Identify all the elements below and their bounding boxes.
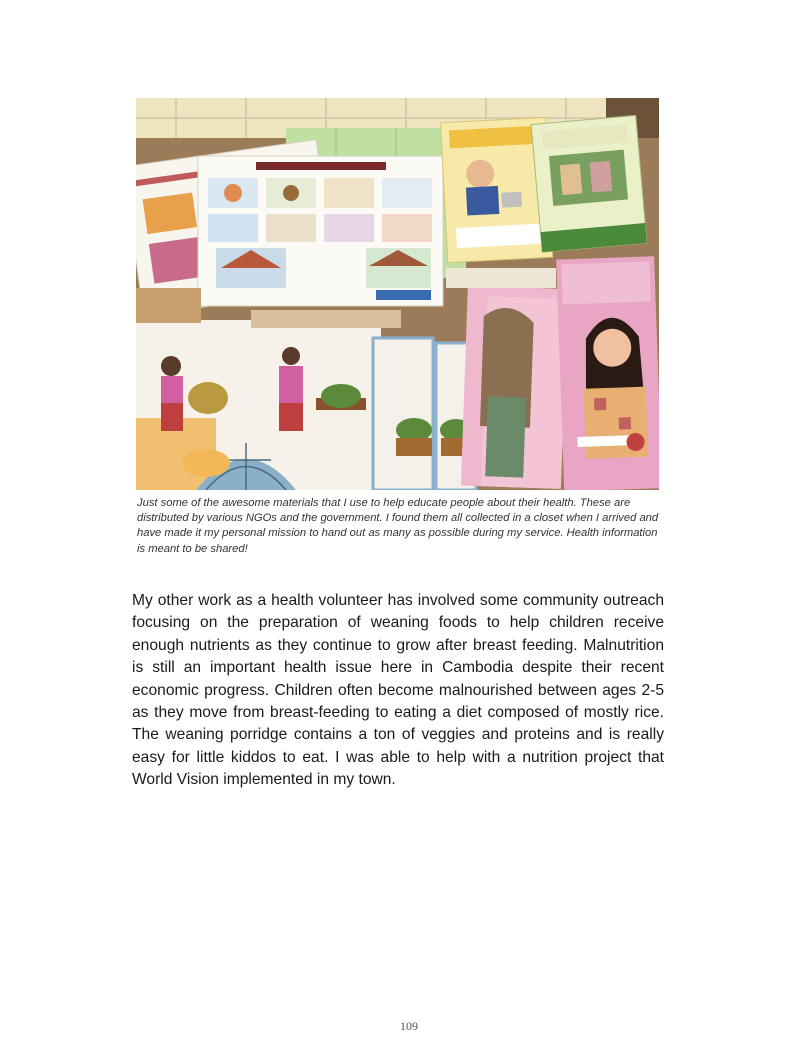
photo-caption: Just some of the awesome materials that I use to help educate people about their health. These are distributed by various NGOs and the government. I found them all collected in a closet when I arrived and have made it my personal mission to hand out as many as possible during my service. Health information is meant to be shared! (137, 497, 659, 555)
body-paragraph: My other work as a health volunteer has involved some community outreach focusing on the preparation of weaning foods to help children receive enough nutrients as they continue to grow after breast feeding. Malnutrition is still an important health issue here in Cambodia despite their recent economic progress. Children often become malnourished between ages 2-5 as they move from breast-feeding to eating a diet composed of mostly rice. The weaning porridge contains a ton of veggies and proteins and is really easy for little kiddos to eat. I was able to help with a nutrition project that World Vision implemented in my town. (132, 592, 664, 789)
photo-illustration (136, 98, 659, 490)
health-materials-photo (136, 98, 659, 490)
page-number: 109 (400, 1019, 418, 1033)
